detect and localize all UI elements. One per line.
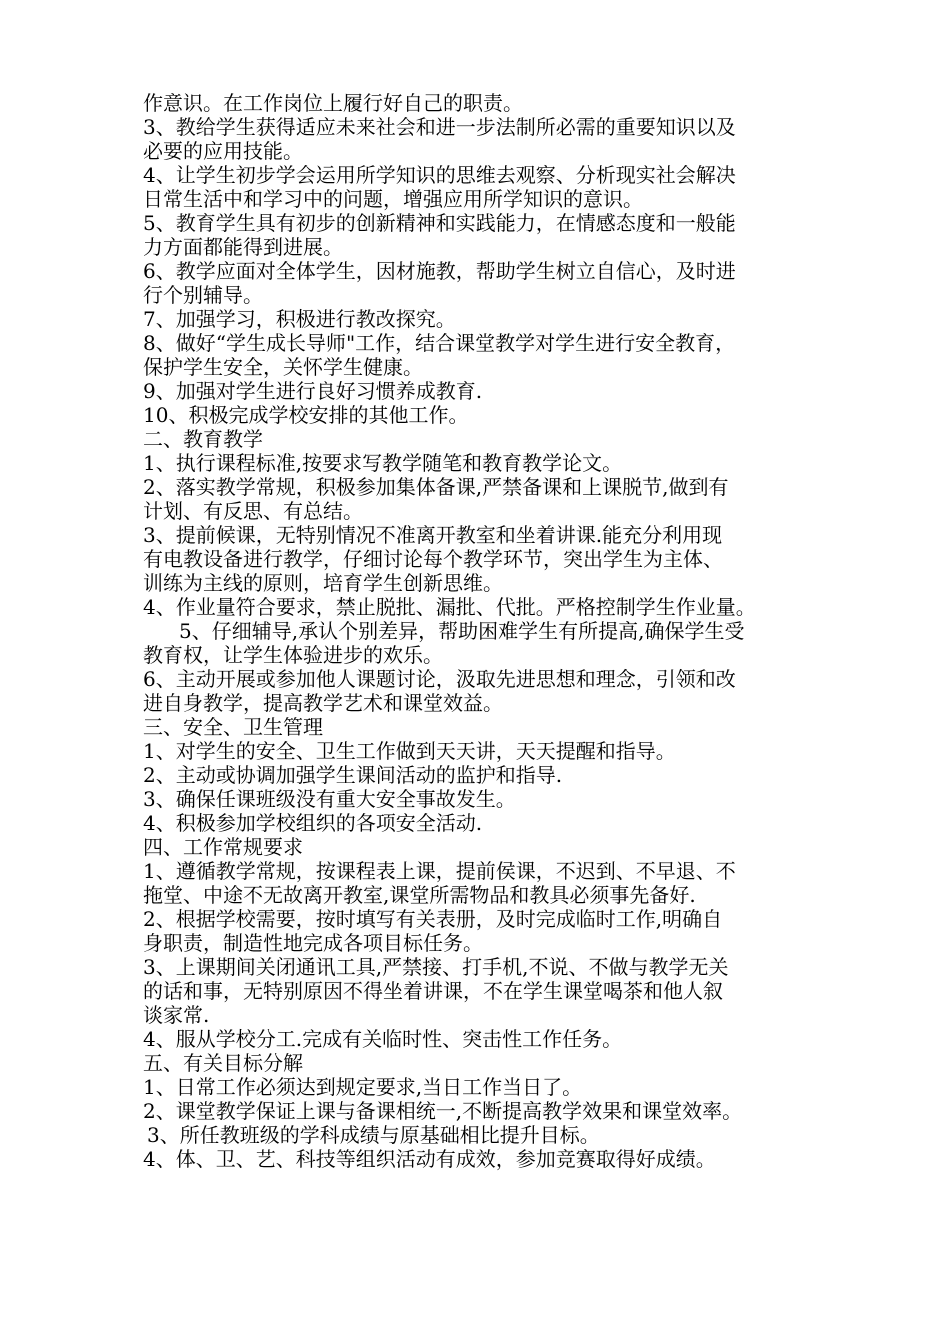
text-line: 7、加强学习，积极进行教改探究。 (143, 307, 456, 331)
paragraph (143, 379, 843, 403)
paragraph (143, 403, 843, 427)
paragraph (143, 211, 843, 259)
text-line: 1、遵循教学常规，按课程表上课，提前侯课，不迟到、不早退、不 (143, 859, 736, 883)
text-line: 进自身教学，提高教学艺术和课堂效益。 (143, 691, 503, 715)
text-line: 3、教给学生获得适应未来社会和进一步法制所必需的重要知识以及 (143, 115, 736, 139)
text-line: 6、教学应面对全体学生，因材施教，帮助学生树立自信心，及时进 (143, 259, 736, 283)
text-line: 3、上课期间关闭通讯工具,严禁接、打手机,不说、不做与教学无关 (143, 955, 729, 979)
paragraph (143, 523, 843, 595)
text-line: 4、积极参加学校组织的各项安全活动. (143, 811, 483, 835)
text-line: 5、仔细辅导,承认个别差异，帮助困难学生有所提高,确保学生受 (179, 619, 745, 643)
text-line: 4、服从学校分工.完成有关临时性、突击性工作任务。 (143, 1027, 623, 1051)
paragraph (143, 715, 843, 739)
text-line: 的话和事，无特别原因不得坐着讲课，不在学生课堂喝茶和他人叙 (143, 979, 723, 1003)
text-line: 2、课堂教学保证上课与备课相统一,不断提高教学效果和课堂效率。 (143, 1099, 743, 1123)
text-line: 3、确保任课班级没有重大安全事故发生。 (143, 787, 516, 811)
text-line: 3、提前候课，无特别情况不准离开教室和坐着讲课.能充分利用现 (143, 523, 723, 547)
paragraph (143, 859, 843, 907)
text-line: 6、主动开展或参加他人课题讨论，汲取先进思想和理念，引领和改 (143, 667, 736, 691)
paragraph (143, 91, 843, 115)
text-line: 教育权，让学生体验进步的欢乐。 (143, 643, 443, 667)
paragraph (143, 331, 843, 379)
text-line: 1、对学生的安全、卫生工作做到天天讲，天天提醒和指导。 (143, 739, 676, 763)
paragraph (143, 1099, 843, 1123)
text-line: 三、安全、卫生管理 (143, 715, 323, 739)
paragraph (143, 907, 843, 955)
text-line: 五、有关目标分解 (143, 1051, 303, 1075)
text-line: 2、主动或协调加强学生课间活动的监护和指导. (143, 763, 563, 787)
text-line: 有电教设备进行教学，仔细讨论每个教学环节，突出学生为主体、 (143, 547, 723, 571)
paragraph (143, 259, 843, 307)
text-line: 拖堂、中途不无故离开教室,课堂所需物品和教具必须事先备好. (143, 883, 696, 907)
text-line: 4、体、卫、艺、科技等组织活动有成效，参加竞赛取得好成绩。 (143, 1147, 716, 1171)
text-line: 1、执行课程标准,按要求写教学随笔和教育教学论文。 (143, 451, 623, 475)
text-line: 1、日常工作必须达到规定要求,当日工作当日了。 (143, 1075, 583, 1099)
paragraph (143, 835, 843, 859)
paragraph (143, 1147, 843, 1171)
text-line: 4、作业量符合要求，禁止脱批、漏批、代批。严格控制学生作业量。 (143, 595, 756, 619)
paragraph (143, 1027, 843, 1051)
text-line: 谈家常. (143, 1003, 210, 1027)
paragraph (143, 739, 843, 763)
paragraph (143, 115, 843, 163)
text-line: 必要的应用技能。 (143, 139, 303, 163)
text-line: 身职责，制造性地完成各项目标任务。 (143, 931, 483, 955)
paragraph (143, 619, 843, 667)
paragraph (143, 475, 843, 523)
text-line: 2、落实教学常规，积极参加集体备课,严禁备课和上课脱节,做到有 (143, 475, 729, 499)
paragraph (143, 667, 843, 715)
paragraph (143, 427, 843, 451)
paragraph (143, 955, 843, 1027)
paragraph (143, 451, 843, 475)
paragraph (143, 811, 843, 835)
paragraph (143, 307, 843, 331)
text-line: 4、让学生初步学会运用所学知识的思维去观察、分析现实社会解决 (143, 163, 736, 187)
text-line: 四、工作常规要求 (143, 835, 303, 859)
document-page (143, 91, 843, 1171)
text-line: 计划、有反思、有总结。 (143, 499, 363, 523)
text-line: 8、做好“学生成长导师"工作，结合课堂教学对学生进行安全教育， (143, 331, 736, 355)
text-line: 10、积极完成学校安排的其他工作。 (143, 403, 469, 427)
text-line: 训练为主线的原则，培育学生创新思维。 (143, 571, 503, 595)
text-line: 二、教育教学 (143, 427, 263, 451)
paragraph (143, 1051, 843, 1075)
text-line: 5、教育学生具有初步的创新精神和实践能力，在情感态度和一般能 (143, 211, 736, 235)
paragraph (143, 1123, 843, 1147)
text-line: 3、所任教班级的学科成绩与原基础相比提升目标。 (147, 1123, 600, 1147)
paragraph (143, 787, 843, 811)
paragraph (143, 595, 843, 619)
paragraph (143, 1075, 843, 1099)
text-line: 行个别辅导。 (143, 283, 263, 307)
text-line: 日常生活中和学习中的问题，增强应用所学知识的意识。 (143, 187, 643, 211)
text-line: 保护学生安全，关怀学生健康。 (143, 355, 423, 379)
paragraph (143, 763, 843, 787)
text-line: 9、加强对学生进行良好习惯养成教育. (143, 379, 483, 403)
text-line: 力方面都能得到进展。 (143, 235, 343, 259)
text-line: 2、根据学校需要，按时填写有关表册，及时完成临时工作,明确自 (143, 907, 723, 931)
text-line: 作意识。在工作岗位上履行好自己的职责。 (143, 91, 523, 115)
paragraph (143, 163, 843, 211)
